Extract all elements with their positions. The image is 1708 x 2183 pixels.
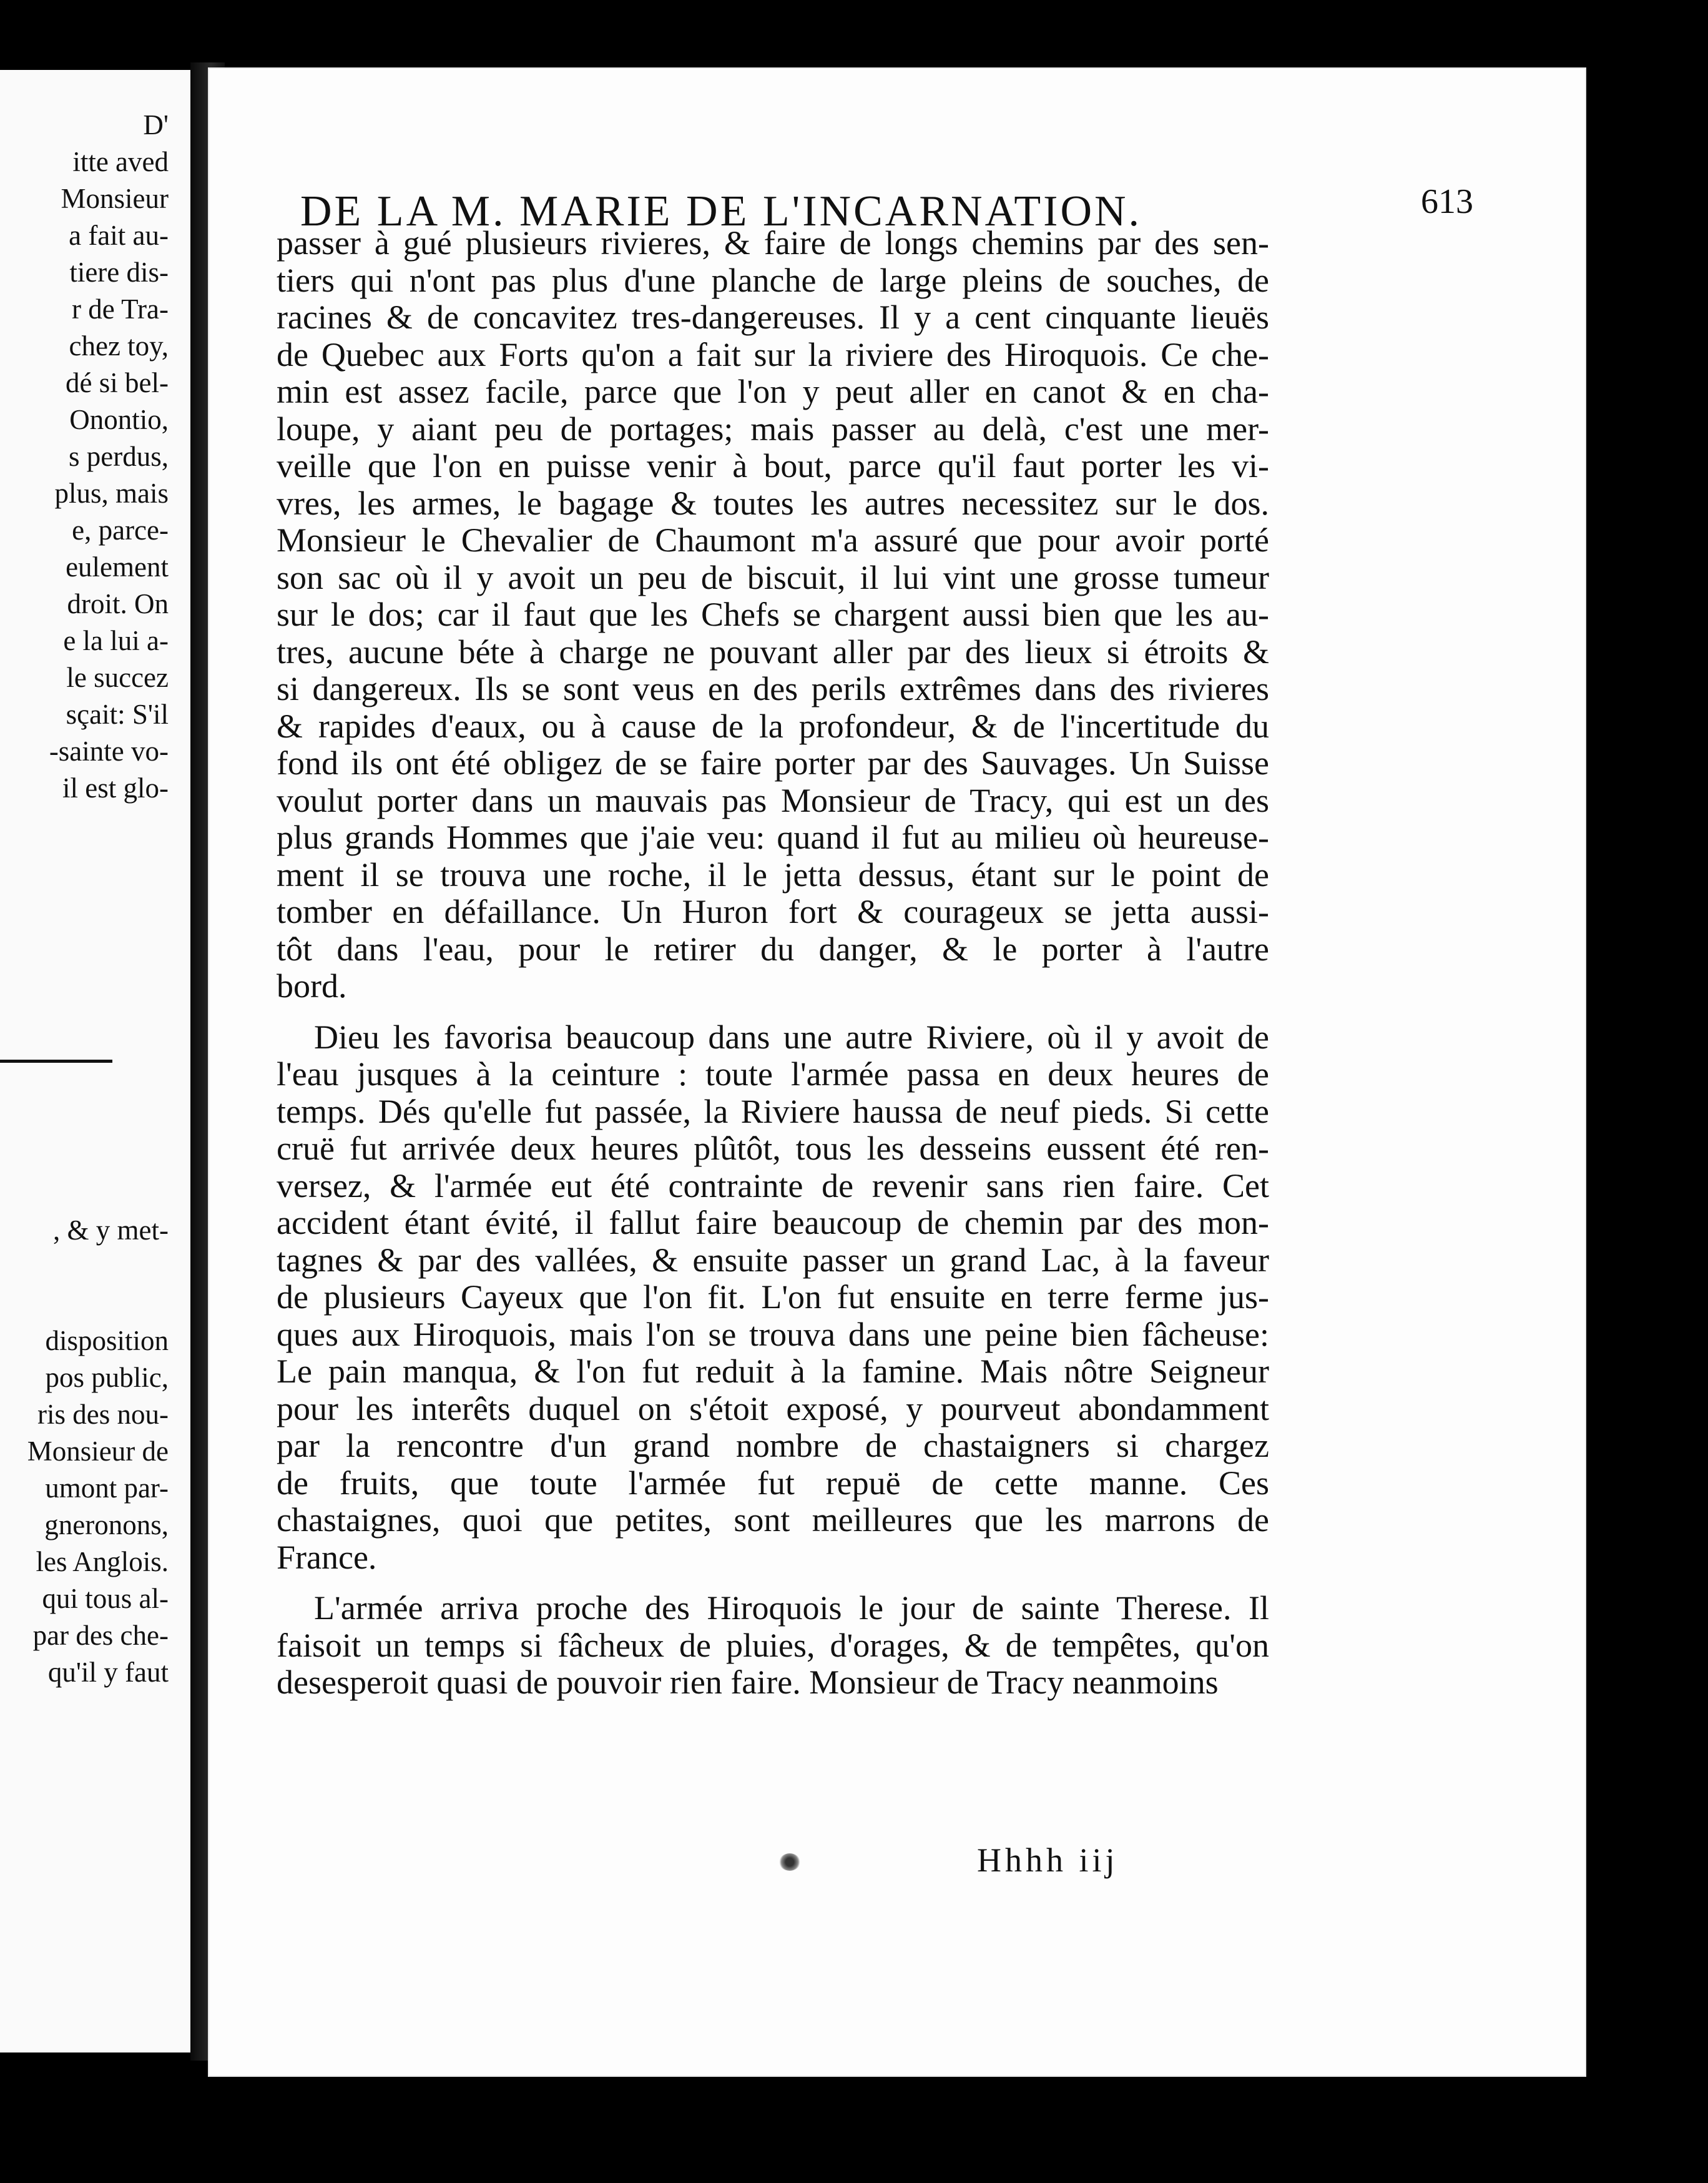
left-page-line	[0, 844, 169, 880]
left-page-rule	[0, 1060, 112, 1063]
left-page-line: par des che-	[32, 1620, 169, 1651]
text-line: tomber en défaillance. Un Huron fort & courageux se jetta aussi-	[277, 894, 1269, 930]
left-page-line: qui tous al-	[42, 1583, 169, 1614]
text-line: accident étant évité, il fallut faire beaucoup de chemin par des mon-	[277, 1205, 1269, 1241]
text-line: fond ils ont été obligez de se faire porter par des Sauvages. Un Suisse	[277, 745, 1269, 782]
left-page-line: gneronons,	[44, 1509, 169, 1540]
text-line: pour les interêts duquel on s'étoit exposé, y pourveut abondamment	[277, 1390, 1269, 1427]
paragraph	[277, 225, 1269, 1005]
left-page-line: sçait: S'il	[66, 699, 169, 730]
left-page-line: disposition	[45, 1325, 169, 1356]
text-line: & rapides d'eaux, ou à cause de la profondeur, & de l'incertitude du	[277, 707, 1269, 745]
left-page-line: il est glo-	[62, 772, 169, 804]
text-line: tagnes & par des vallées, & ensuite passer un grand Lac, à la faveur	[277, 1241, 1269, 1279]
text-line: cruë fut arrivée deux heures plûtôt, tous les desseins eussent été ren-	[277, 1130, 1269, 1167]
left-page-line: e la lui a-	[63, 625, 169, 656]
ink-speck	[779, 1853, 800, 1871]
text-line: min est assez facile, parce que l'on y peut aller en canot & en cha-	[277, 373, 1269, 410]
left-page-line	[0, 1065, 169, 1101]
left-page-line: r de Tra-	[72, 293, 169, 325]
left-page-line: les Anglois.	[36, 1546, 169, 1577]
left-page-line	[0, 1286, 169, 1323]
paragraph	[277, 1019, 1269, 1577]
left-page-line: pos public,	[45, 1362, 169, 1393]
left-page-line: eulement	[66, 551, 169, 583]
paragraph	[277, 1590, 1269, 1702]
text-line: de plusieurs Cayeux que l'on fit. L'on fut ensuite en terre ferme jus-	[277, 1279, 1269, 1316]
text-line: vres, les armes, le bagage & toutes les autres necessitez sur le dos.	[277, 485, 1269, 522]
text-line: passer à gué plusieurs rivieres, & faire de longs chemins par des sen-	[277, 225, 1269, 262]
text-line: ment il se trouva une roche, il le jetta dessus, étant sur le point de	[277, 856, 1269, 894]
text-line: de Quebec aux Forts qu'on a fait sur la riviere des Hiroquois. Ce che-	[277, 336, 1269, 373]
left-page-line	[0, 880, 169, 917]
text-line: Dieu les favorisa beaucoup dans une autre Riviere, où il y avoit de	[314, 1018, 1269, 1056]
text-line: versez, & l'armée eut été contrainte de revenir sans rien faire. Cet	[277, 1167, 1269, 1205]
left-page-line: itte aved	[72, 146, 169, 177]
left-page-line: tiere dis-	[69, 257, 169, 288]
text-line: temps. Dés qu'elle fut passée, la Riviere haussa de neuf pieds. Si cette	[277, 1093, 1269, 1130]
text-line: France.	[277, 1539, 377, 1576]
text-line: voulut porter dans un mauvais pas Monsieur de Tracy, qui est un des	[277, 782, 1269, 819]
text-line: par la rencontre d'un grand nombre de chastaigners si chargez	[277, 1427, 1269, 1464]
left-page-line: umont par-	[45, 1472, 169, 1504]
text-line: sur le dos; car il faut que les Chefs se chargent aussi bien que les au-	[277, 596, 1269, 633]
left-page-line	[0, 1175, 169, 1212]
left-page-line	[0, 954, 169, 991]
text-line: plus grands Hommes que j'aie veu: quand il fut au milieu où heureuse-	[277, 819, 1269, 856]
text-line: L'armée arriva proche des Hiroquois le jour de sainte Therese. Il	[314, 1590, 1269, 1627]
left-page-line: droit. On	[67, 588, 169, 619]
text-line: racines & de concavitez tres-dangereuses. Il y a cent cinquante lieuës	[277, 299, 1269, 336]
text-line: loupe, y aiant peu de portages; mais passer au delà, c'est une mer-	[277, 410, 1269, 448]
running-head-title: DE LA M. MARIE DE L'INCARNATION.	[300, 187, 1142, 235]
left-page-line	[0, 1101, 169, 1138]
text-line: tôt dans l'eau, pour le retirer du danger, & le porter à l'autre	[277, 930, 1269, 968]
left-page-line	[0, 70, 169, 107]
body-text	[277, 225, 1269, 1702]
left-page-line: le succez	[66, 662, 169, 693]
left-page-line	[0, 991, 169, 1028]
left-page-line	[0, 917, 169, 954]
signature-mark: Hhhh iij	[977, 1841, 1119, 1879]
left-page-line: qu'il y faut	[47, 1657, 169, 1688]
text-line: l'eau jusques à la ceinture : toute l'armée passa en deux heures de	[277, 1056, 1269, 1093]
text-line: si dangereux. Ils se sont veus en des perils extrêmes dans des rivieres	[277, 671, 1269, 707]
left-page-line: s perdus,	[69, 441, 169, 472]
left-page-line: e, parce-	[72, 515, 169, 546]
left-page-line: Monsieur	[61, 183, 169, 214]
page-number: 613	[1421, 182, 1473, 221]
left-page-line: D'	[143, 109, 169, 140]
left-page-line	[0, 1249, 169, 1286]
left-page-line	[0, 807, 169, 844]
left-page-line: chez toy,	[69, 330, 169, 362]
left-page-line	[0, 1138, 169, 1175]
text-line: desesperoit quasi de pouvoir rien faire. Monsieur de Tracy neanmoins	[277, 1664, 1219, 1701]
text-line: veille que l'on en puisse venir à bout, parce qu'il faut porter les vi-	[277, 448, 1269, 485]
left-page-line: plus, mais	[54, 478, 169, 509]
text-line: faisoit un temps si fâcheux de pluies, d'orages, & de tempêtes, qu'on	[277, 1627, 1269, 1664]
text-line: bord.	[277, 968, 347, 1005]
text-line: de fruits, que toute l'armée fut repuë de cette manne. Ces	[277, 1464, 1269, 1502]
text-line: Monsieur le Chevalier de Chaumont m'a assuré que pour avoir porté	[277, 522, 1269, 559]
left-page-line: Monsieur de	[27, 1436, 169, 1467]
left-page-line: -sainte vo-	[49, 736, 169, 767]
text-line: ques aux Hiroquois, mais l'on se trouva dans une peine bien fâcheuse:	[277, 1316, 1269, 1353]
left-page-line: dé si bel-	[66, 367, 169, 398]
left-page-line: , & y met-	[53, 1215, 169, 1246]
text-line: Le pain manqua, & l'on fut reduit à la famine. Mais nôtre Seigneur	[277, 1353, 1269, 1390]
text-line: chastaignes, quoi que petites, sont meilleures que les marrons de	[277, 1502, 1269, 1539]
left-page-line: Onontio,	[69, 404, 169, 435]
left-page-text	[0, 70, 169, 1691]
left-page-line: ris des nou-	[37, 1399, 169, 1430]
left-page-fragment	[0, 70, 194, 2052]
text-line: son sac où il y avoit un peu de biscuit, il lui vint une grosse tumeur	[277, 559, 1269, 596]
text-line: tiers qui n'ont pas plus d'une planche de large pleins de souches, de	[277, 262, 1269, 299]
text-line: tres, aucune béte à charge ne pouvant aller par des lieux si étroits &	[277, 633, 1269, 671]
left-page-line: a fait au-	[69, 220, 169, 251]
right-page	[208, 67, 1586, 2077]
